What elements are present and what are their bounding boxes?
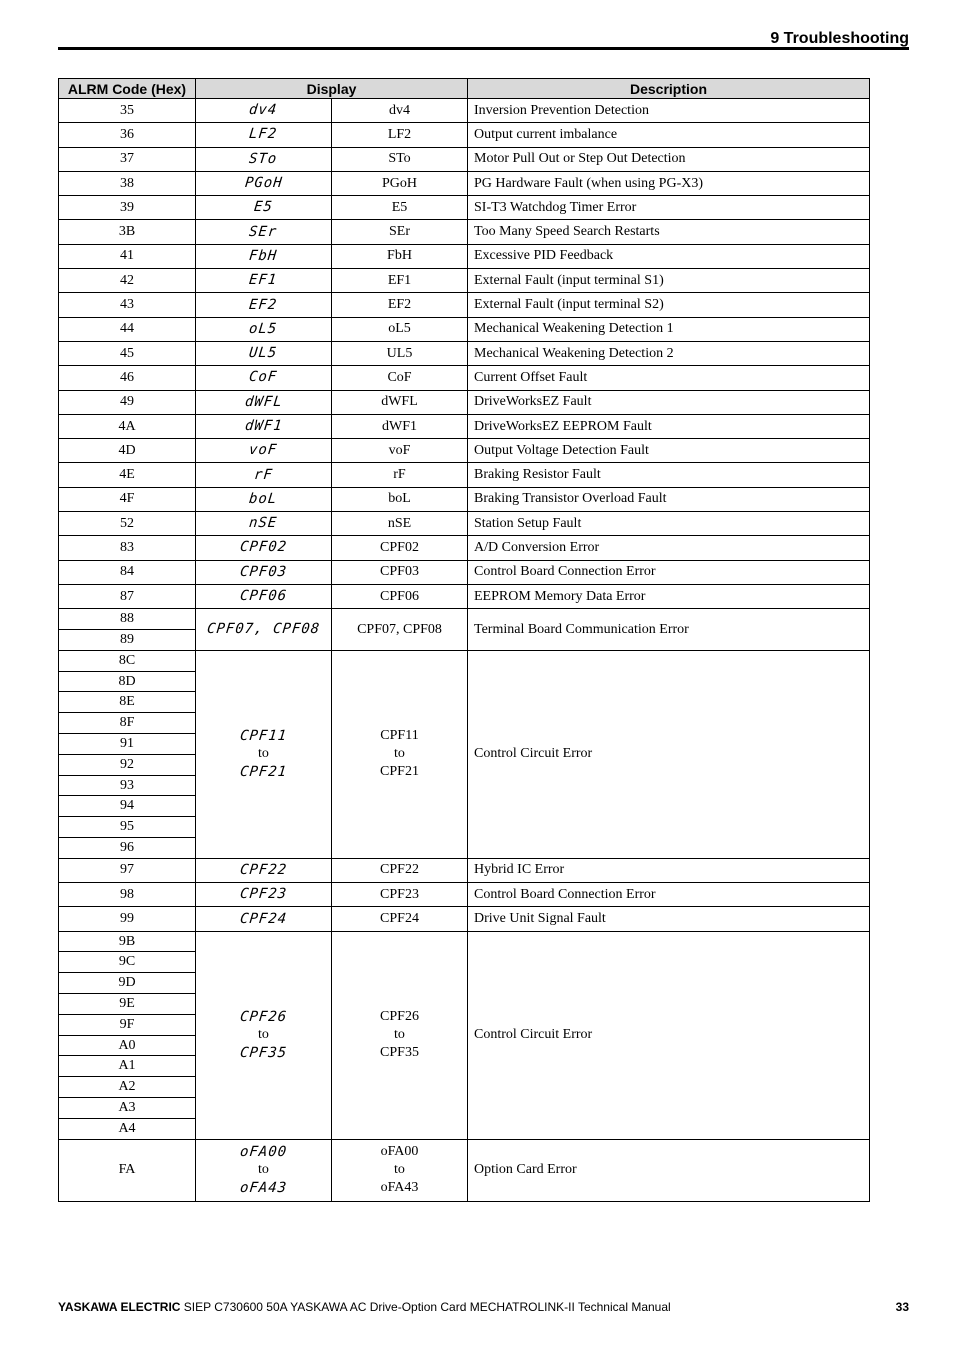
description-cell: Control Circuit Error	[468, 931, 870, 1139]
alarm-code-cell: 83	[59, 536, 196, 560]
display-range	[338, 1143, 461, 1197]
led-display-cell	[196, 609, 332, 651]
display-to: oFA43	[380, 1180, 419, 1196]
led-display-cell	[196, 907, 332, 931]
led-display-cell	[196, 220, 332, 244]
alarm-code-cell: 9B	[59, 931, 196, 952]
led-display-from: oFA00	[239, 1144, 288, 1161]
led-display-cell	[196, 560, 332, 584]
table-row	[59, 907, 870, 931]
table-row	[59, 220, 870, 244]
table-row	[59, 269, 870, 293]
description-cell: SI-T3 Watchdog Timer Error	[468, 196, 870, 220]
description-cell: Drive Unit Signal Fault	[468, 907, 870, 931]
led-display-cell	[196, 147, 332, 171]
led-display-glyphs: CPF06	[239, 588, 288, 605]
display-text-cell: boL	[332, 487, 468, 511]
led-display-to: oFA43	[239, 1180, 288, 1197]
led-display-glyphs: CPF24	[239, 910, 288, 927]
table-header-row	[59, 79, 870, 99]
display-text-cell	[332, 931, 468, 1139]
led-display-cell	[196, 244, 332, 268]
table-row	[59, 366, 870, 390]
led-display-glyphs: dWFL	[243, 393, 284, 410]
description-cell: Braking Resistor Fault	[468, 463, 870, 487]
table-row	[59, 123, 870, 147]
alarm-code-cell: 45	[59, 341, 196, 365]
led-display-glyphs: oL5	[248, 320, 279, 337]
led-display-cell	[196, 171, 332, 195]
alarm-code-cell: 8C	[59, 650, 196, 671]
description-cell: Current Offset Fault	[468, 366, 870, 390]
description-cell: External Fault (input terminal S2)	[468, 293, 870, 317]
display-text-cell: dv4	[332, 99, 468, 123]
table-row	[59, 244, 870, 268]
description-cell: A/D Conversion Error	[468, 536, 870, 560]
display-text-cell: CPF02	[332, 536, 468, 560]
led-display-glyphs: voF	[248, 442, 279, 459]
table-body	[59, 99, 870, 1202]
led-display-to: CPF35	[239, 1045, 288, 1062]
display-text-cell: LF2	[332, 123, 468, 147]
led-display-glyphs: CPF23	[239, 886, 288, 903]
display-text-cell: EF1	[332, 269, 468, 293]
description-cell: Output Voltage Detection Fault	[468, 439, 870, 463]
table-row	[59, 147, 870, 171]
alarm-code-cell: 9F	[59, 1014, 196, 1035]
led-display-range	[202, 727, 325, 781]
description-cell: Inversion Prevention Detection	[468, 99, 870, 123]
display-text-cell: oL5	[332, 317, 468, 341]
display-text-cell: CPF06	[332, 584, 468, 608]
alarm-code-cell: 99	[59, 907, 196, 931]
alarm-code-cell: 95	[59, 817, 196, 838]
column-header-display: Display	[196, 79, 468, 99]
display-text-cell: CPF24	[332, 907, 468, 931]
table-row	[59, 171, 870, 195]
table-row	[59, 463, 870, 487]
alarm-code-cell: 89	[59, 630, 196, 651]
description-cell: External Fault (input terminal S1)	[468, 269, 870, 293]
led-display-glyphs: EF2	[248, 296, 279, 313]
led-display-cell	[196, 123, 332, 147]
led-display-glyphs: CPF02	[239, 539, 288, 556]
description-cell: Output current imbalance	[468, 123, 870, 147]
description-cell: Control Board Connection Error	[468, 560, 870, 584]
description-cell: Option Card Error	[468, 1139, 870, 1201]
led-display-to: CPF21	[239, 764, 288, 781]
alarm-code-cell: 9C	[59, 952, 196, 973]
table-row	[59, 560, 870, 584]
display-text-cell: SEr	[332, 220, 468, 244]
description-cell: Braking Transistor Overload Fault	[468, 487, 870, 511]
led-display-glyphs: CPF22	[239, 861, 288, 878]
alarm-code-cell: 42	[59, 269, 196, 293]
alarm-code-cell: 4F	[59, 487, 196, 511]
table-row	[59, 414, 870, 438]
display-to: CPF35	[380, 1045, 419, 1061]
description-cell: Mechanical Weakening Detection 2	[468, 341, 870, 365]
alarm-code-cell: 35	[59, 99, 196, 123]
range-to-text: to	[258, 1162, 269, 1178]
description-cell: Mechanical Weakening Detection 1	[468, 317, 870, 341]
table-row	[59, 650, 870, 671]
alarm-code-cell: 38	[59, 171, 196, 195]
led-display-glyphs: CPF03	[239, 563, 288, 580]
led-display-cell	[196, 366, 332, 390]
led-display-cell	[196, 584, 332, 608]
led-display-glyphs: PGoH	[243, 175, 284, 192]
column-header-description: Description	[468, 79, 870, 99]
led-display-glyphs: EF1	[248, 272, 279, 289]
table-row	[59, 196, 870, 220]
display-text-cell: EF2	[332, 293, 468, 317]
description-cell: DriveWorksEZ Fault	[468, 390, 870, 414]
table-row	[59, 584, 870, 608]
led-display-cell	[196, 341, 332, 365]
alarm-code-cell: 8F	[59, 713, 196, 734]
display-text-cell: CPF22	[332, 858, 468, 882]
display-text-cell: CPF23	[332, 883, 468, 907]
table-row	[59, 99, 870, 123]
display-text-cell: CoF	[332, 366, 468, 390]
table-row	[59, 341, 870, 365]
section-title: 9 Troubleshooting	[770, 30, 909, 47]
table-row	[59, 1139, 870, 1201]
description-cell: DriveWorksEZ EEPROM Fault	[468, 414, 870, 438]
description-cell: Motor Pull Out or Step Out Detection	[468, 147, 870, 171]
led-display-cell	[196, 293, 332, 317]
led-display-glyphs: STo	[248, 150, 279, 167]
alarm-code-cell: A4	[59, 1118, 196, 1139]
led-display-cell	[196, 439, 332, 463]
description-cell: Station Setup Fault	[468, 512, 870, 536]
display-text-cell: E5	[332, 196, 468, 220]
display-text-cell: FbH	[332, 244, 468, 268]
alarm-code-cell: 8D	[59, 671, 196, 692]
page-footer	[58, 1299, 909, 1315]
alarm-code-cell: A3	[59, 1098, 196, 1119]
alarm-code-cell: 97	[59, 858, 196, 882]
table-row	[59, 512, 870, 536]
description-cell: Control Circuit Error	[468, 650, 870, 858]
range-to-text: to	[258, 746, 269, 762]
table-row	[59, 317, 870, 341]
display-text-cell: PGoH	[332, 171, 468, 195]
led-display-cell	[196, 512, 332, 536]
led-display-cell	[196, 1139, 332, 1201]
table-row	[59, 609, 870, 630]
alarm-code-cell: 4E	[59, 463, 196, 487]
led-display-glyphs: UL5	[248, 345, 279, 362]
led-display-glyphs: dWF1	[243, 418, 284, 434]
display-text-cell: CPF07, CPF08	[332, 609, 468, 651]
led-display-from: CPF26	[239, 1009, 288, 1026]
alarm-code-cell: 41	[59, 244, 196, 268]
alarm-code-cell: 39	[59, 196, 196, 220]
table-row	[59, 931, 870, 952]
display-from: oFA00	[380, 1144, 419, 1160]
led-display-cell	[196, 414, 332, 438]
alarm-code-cell: 4D	[59, 439, 196, 463]
description-cell: Terminal Board Communication Error	[468, 609, 870, 651]
alarm-code-cell: 44	[59, 317, 196, 341]
led-display-cell	[196, 317, 332, 341]
alarm-code-cell: 8E	[59, 692, 196, 713]
led-display-cell	[196, 269, 332, 293]
display-text-cell	[332, 650, 468, 858]
led-display-range	[202, 1143, 325, 1197]
display-to: CPF21	[380, 764, 419, 780]
alarm-code-cell: 36	[59, 123, 196, 147]
led-display-cell	[196, 487, 332, 511]
led-display-glyphs: CoF	[248, 369, 279, 386]
alarm-code-cell: 84	[59, 560, 196, 584]
led-display-range	[202, 1008, 325, 1062]
range-to-text: to	[394, 1162, 405, 1178]
alarm-code-cell: 4A	[59, 414, 196, 438]
display-from: CPF11	[380, 728, 419, 744]
alarm-code-cell: 46	[59, 366, 196, 390]
display-text-cell: UL5	[332, 341, 468, 365]
table-row	[59, 536, 870, 560]
display-from: CPF26	[380, 1009, 419, 1025]
led-display-from: CPF11	[239, 728, 288, 745]
alarm-code-table	[58, 78, 870, 1202]
led-display-glyphs: boL	[248, 490, 279, 507]
alarm-code-cell: 91	[59, 734, 196, 755]
table-row	[59, 487, 870, 511]
led-display-cell	[196, 99, 332, 123]
alarm-code-cell: 52	[59, 512, 196, 536]
led-display-glyphs: dv4	[248, 102, 279, 119]
display-text-cell: CPF03	[332, 560, 468, 584]
display-text-cell	[332, 1139, 468, 1201]
description-cell: Hybrid IC Error	[468, 858, 870, 882]
display-text-cell: rF	[332, 463, 468, 487]
led-display-cell	[196, 650, 332, 858]
alarm-code-cell: 88	[59, 609, 196, 630]
description-cell: Excessive PID Feedback	[468, 244, 870, 268]
led-display-cell	[196, 931, 332, 1139]
led-display-cell	[196, 858, 332, 882]
alarm-code-cell: 49	[59, 390, 196, 414]
alarm-code-cell: 98	[59, 883, 196, 907]
table-row	[59, 439, 870, 463]
display-text-cell: nSE	[332, 512, 468, 536]
alarm-code-cell: 93	[59, 775, 196, 796]
table-row	[59, 883, 870, 907]
description-cell: EEPROM Memory Data Error	[468, 584, 870, 608]
led-display-glyphs: rF	[253, 466, 274, 483]
display-text-cell: dWFL	[332, 390, 468, 414]
alarm-code-cell: 3B	[59, 220, 196, 244]
table-row	[59, 858, 870, 882]
alarm-code-cell: 87	[59, 584, 196, 608]
display-range	[338, 1008, 461, 1062]
led-display-cell	[196, 883, 332, 907]
alarm-code-cell: 94	[59, 796, 196, 817]
led-display-glyphs: SEr	[248, 223, 279, 240]
display-range	[338, 727, 461, 781]
led-display-cell	[196, 196, 332, 220]
description-cell: Too Many Speed Search Restarts	[468, 220, 870, 244]
footer-brand: YASKAWA ELECTRIC	[58, 1300, 181, 1314]
led-display-glyphs: nSE	[248, 515, 279, 532]
table-row	[59, 293, 870, 317]
led-display-glyphs: FbH	[248, 247, 279, 264]
led-display-cell	[196, 536, 332, 560]
footer-document-title: SIEP C730600 50A YASKAWA AC Drive-Option Card MECHATROLINK-II Technical Manual	[180, 1300, 671, 1314]
led-display-cell	[196, 463, 332, 487]
alarm-code-cell: 92	[59, 754, 196, 775]
alarm-code-cell: A1	[59, 1056, 196, 1077]
alarm-code-cell: 96	[59, 838, 196, 859]
alarm-code-cell: A2	[59, 1077, 196, 1098]
alarm-code-cell: 9E	[59, 994, 196, 1015]
alarm-code-cell: FA	[59, 1139, 196, 1201]
led-display-glyphs: LF2	[248, 126, 279, 143]
range-to-text: to	[258, 1027, 269, 1043]
led-display-cell	[196, 390, 332, 414]
led-display-glyphs: E5	[253, 199, 274, 216]
led-display-glyphs: CPF07, CPF08	[206, 621, 321, 638]
alarm-code-cell: 43	[59, 293, 196, 317]
range-to-text: to	[394, 1027, 405, 1043]
table-row	[59, 390, 870, 414]
alarm-code-cell: A0	[59, 1035, 196, 1056]
section-header	[58, 30, 909, 50]
display-text-cell: STo	[332, 147, 468, 171]
display-text-cell: dWF1	[332, 414, 468, 438]
description-cell: Control Board Connection Error	[468, 883, 870, 907]
page-number: 33	[895, 1300, 909, 1314]
alarm-code-cell: 37	[59, 147, 196, 171]
display-text-cell: voF	[332, 439, 468, 463]
range-to-text: to	[394, 746, 405, 762]
alarm-code-cell: 9D	[59, 973, 196, 994]
column-header-code: ALRM Code (Hex)	[59, 79, 196, 99]
description-cell: PG Hardware Fault (when using PG-X3)	[468, 171, 870, 195]
